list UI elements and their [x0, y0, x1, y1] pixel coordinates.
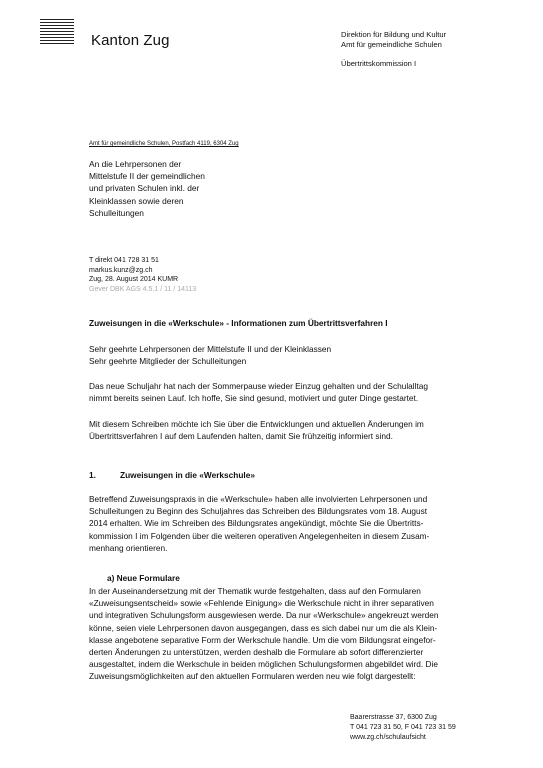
recipient-line: Schulleitungen — [89, 207, 144, 218]
phone-fax: T 041 723 31 50, F 041 723 31 59 — [350, 724, 456, 731]
recipient-line: und privaten Schulen inkl. der — [89, 183, 200, 194]
text-line: und integrativen Schulungsform ausgewiesen werde. Da nur «Werkschule» angekreuzt werden — [89, 610, 439, 621]
section-number: 1. — [89, 470, 96, 480]
paragraph-practice — [89, 493, 469, 554]
recipient-line: An die Lehrpersonen der — [89, 159, 182, 169]
commission-name: Übertrittskommission I — [341, 59, 417, 68]
text-line: Schulleitungen zu Beginn des Schuljahres das Schreiben des Bildungsrates vom 18. August — [89, 506, 428, 517]
text-line: klasse angebotene separative Form der Werkschule handle. Um die vom Bildungsrat eingefor- — [89, 634, 436, 645]
text-line: nimmt bereits seinen Lauf. Ich hoffe, Sie sind gesund, motiviert und guter Dinge gestartet. — [89, 393, 419, 404]
text-line: Übertrittsverfahren I auf dem Laufenden halten, damit Sie frühzeitig informiert sind. — [89, 431, 393, 442]
text-line: könne, seien viele Lehrpersonen davon ausgegangen, dass es sich dabei nur um die als Klein- — [89, 622, 438, 633]
section-title: Zuweisungen in die «Werkschule» — [120, 470, 255, 480]
website: www.zg.ch/schulaufsicht — [350, 734, 426, 741]
salutation — [89, 343, 469, 367]
recipient-line: Mittelstufe II der gemeindlichen — [89, 171, 205, 182]
organization-block — [341, 30, 446, 69]
paragraph-intro — [89, 380, 469, 404]
street-address: Baarerstrasse 37, 6300 Zug — [350, 714, 437, 721]
text-line: kommission I im Folgenden über die weiteren operativen Angelegenheiten in diesem Zusam- — [89, 530, 430, 541]
text-line: 2014 erhalten. Wie im Schreiben des Bildungsrates angekündigt, möchte Sie die Übertritts- — [89, 518, 424, 529]
letter-subject: Zuweisungen in die «Werkschule» - Informationen zum Übertrittsverfahren I — [89, 318, 388, 328]
sender-return-address: Amt für gemeindliche Schulen, Postfach 4119, 6304 Zug — [89, 141, 239, 147]
recipient-line: Kleinklassen sowie deren — [89, 195, 184, 206]
recipient-address — [89, 158, 205, 219]
text-line: menhang orientieren. — [89, 542, 168, 553]
text-line: Mit diesem Schreiben möchte ich Sie über die Entwicklungen und aktuellen Änderungen im — [89, 419, 424, 429]
paragraph-purpose — [89, 418, 469, 442]
text-line: ausgestaltet, indem die Werkschule in beiden möglichen Schulungsformen abgebildet wird. Die — [89, 659, 438, 670]
text-line: derten Änderungen zu unterstützen, werden deshalb die Formulare ab sofort differenzierter — [89, 647, 424, 658]
office-name: Amt für gemeindliche Schulen — [341, 40, 442, 49]
text-line: In der Auseinandersetzung mit der Thematik wurde festgehalten, dass auf den Formularen — [89, 586, 421, 596]
canton-logo-text: Kanton Zug — [91, 32, 170, 49]
section-heading — [89, 469, 469, 481]
footer-address — [350, 713, 456, 743]
subsection-heading: a) Neue Formulare — [107, 573, 180, 583]
paragraph-forms — [89, 585, 469, 683]
letter-date: Zug, 28. August 2014 KUMR — [89, 276, 179, 284]
department-name: Direktion für Bildung und Kultur — [341, 30, 447, 39]
salutation-line: Sehr geehrte Lehrpersonen der Mittelstufe II und der Kleinklassen — [89, 344, 332, 354]
contact-block — [89, 256, 196, 294]
text-line: «Zuweisungsentscheid» sowie «Fehlende Einigung» die Werkschule nicht in ihrer separativen — [89, 598, 434, 609]
text-line: Zuweisungsmöglichkeiten auf den aktuellen Formularen werden neu wie folgt dargestellt: — [89, 671, 416, 682]
contact-email: markus.kunz@zg.ch — [89, 266, 153, 274]
text-line: Das neue Schuljahr hat nach der Sommerpause wieder Einzug gehalten und der Schulalltag — [89, 381, 429, 391]
direct-phone: T direkt 041 728 31 51 — [89, 257, 159, 264]
reference-number: Gever DBK AGS 4.5.1 / 11 / 14113 — [89, 285, 197, 293]
text-line: Betreffend Zuweisungspraxis in die «Werkschule» haben alle involvierten Lehrpersonen und — [89, 494, 428, 504]
salutation-line: Sehr geehrte Mitglieder der Schulleitungen — [89, 356, 247, 367]
canton-logo-mark — [40, 19, 74, 46]
